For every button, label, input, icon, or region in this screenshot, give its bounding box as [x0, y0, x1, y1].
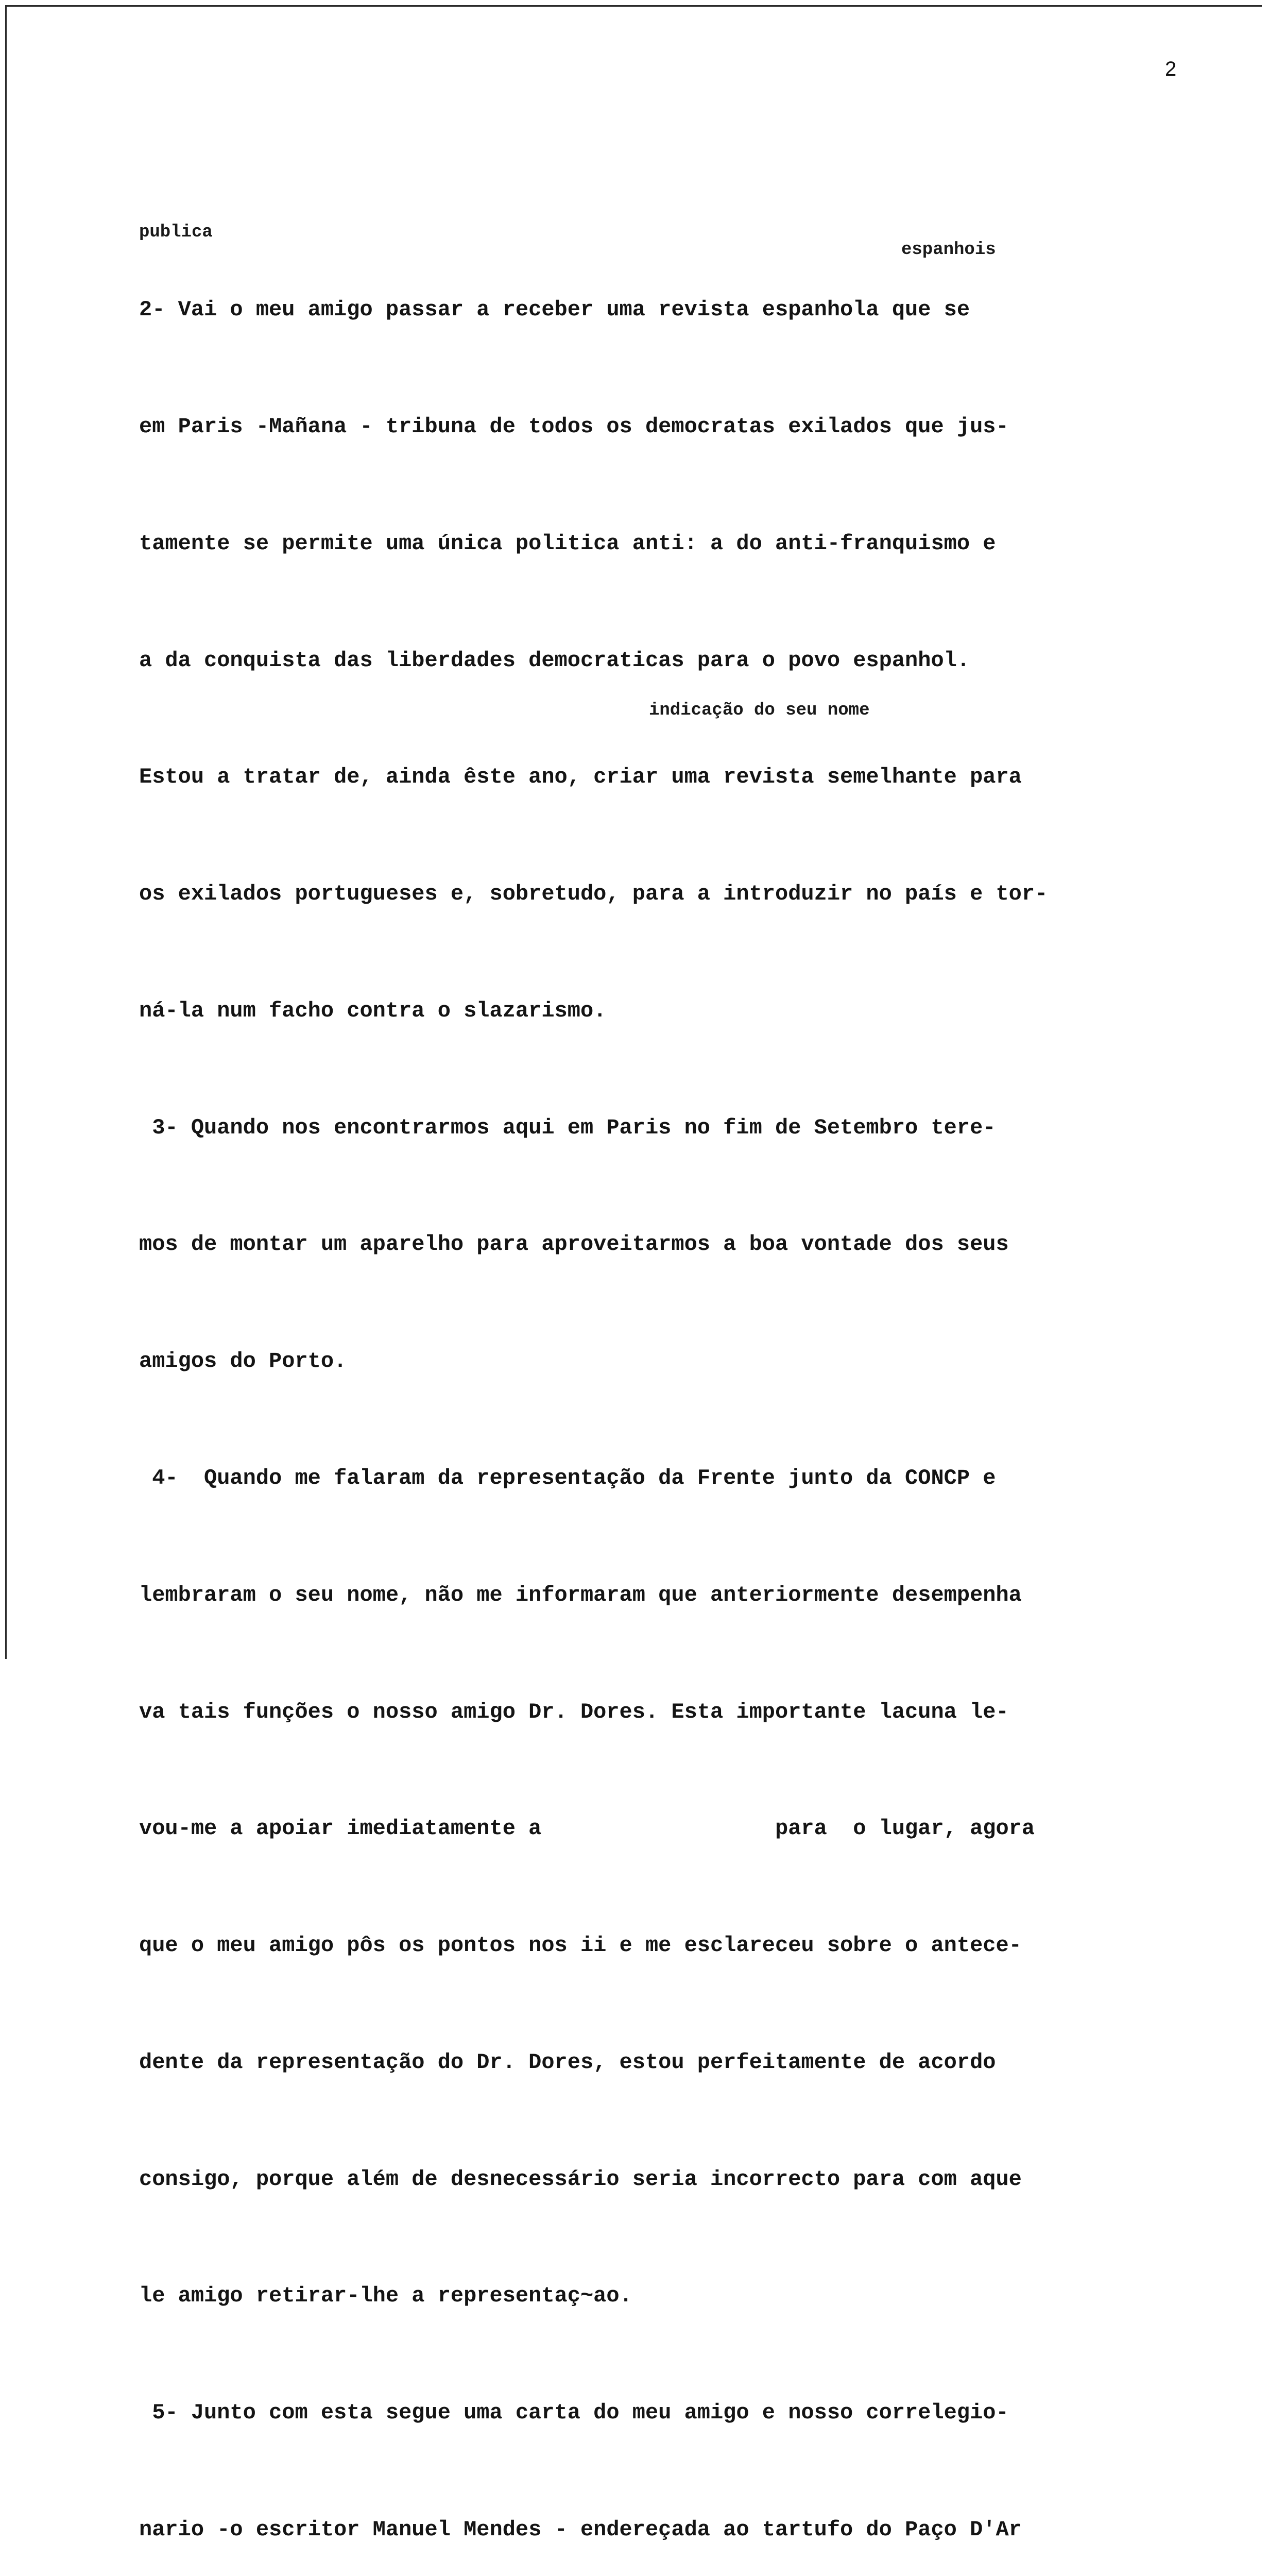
text-line: mos de montar um aparelho para aproveitarmos a boa vontade dos seus — [139, 1232, 1009, 1257]
text-line: nario -o escritor Manuel Mendes - endereçada ao tartufo do Paço D'Ar — [139, 2517, 1022, 2543]
text-line: a da conquista das liberdades democraticas para o povo espanhol. — [139, 648, 970, 673]
text-line: amigos do Porto. — [139, 1349, 347, 1374]
text-line: lembraram o seu nome, não me informaram que anteriormente desempenha — [139, 1582, 1022, 1607]
text-line: va tais funções o nosso amigo Dr. Dores. Esta importante lacuna le- — [139, 1699, 1009, 1724]
text-line: vou-me a apoiar imediatamente a para o lugar, agora — [139, 1816, 1035, 1841]
text-line: consigo, porque além de desnecessário seria incorrecto para com aque — [139, 2166, 1022, 2192]
text-line: 4- Quando me falaram da representação da Frente junto da CONCP e — [139, 1466, 996, 1490]
handwritten-annotation-publica: publica — [139, 223, 213, 242]
text-line: 5- Junto com esta segue uma carta do meu amigo e nosso correlegio- — [139, 2400, 1009, 2426]
text-line: tamente se permite uma única politica anti: a do anti-franquismo e — [139, 531, 996, 556]
page-border-top — [5, 5, 1262, 7]
text-line: Estou a tratar de, ainda êste ano, criar uma revista semelhante para — [139, 765, 1022, 790]
text-line: que o meu amigo pôs os pontos nos ii e me esclareceu sobre o antece- — [139, 1933, 1022, 1958]
page-border-left — [5, 5, 7, 1659]
text-line: ná-la num facho contra o slazarismo. — [139, 998, 607, 1023]
text-line: dente da representação do Dr. Dores, estou perfeitamente de acordo — [139, 2049, 996, 2075]
handwritten-annotation-espanhois: espanhois — [901, 240, 996, 260]
text-line: 2- Vai o meu amigo passar a receber uma revista espanhola que se — [139, 297, 970, 323]
text-line: os exilados portugueses e, sobretudo, para a introduzir no país e tor- — [139, 882, 1048, 907]
handwritten-annotation-indicacao: indicação do seu nome — [649, 701, 870, 720]
page-number: 2 — [1165, 58, 1177, 80]
letter-body — [139, 213, 1226, 2576]
text-line: em Paris -Mañana - tribuna de todos os democratas exilados que jus- — [139, 414, 1009, 439]
text-line: 3- Quando nos encontrarmos aqui em Paris no fim de Setembro tere- — [139, 1115, 996, 1140]
text-line: le amigo retirar-lhe a representaç~ao. — [139, 2283, 632, 2309]
